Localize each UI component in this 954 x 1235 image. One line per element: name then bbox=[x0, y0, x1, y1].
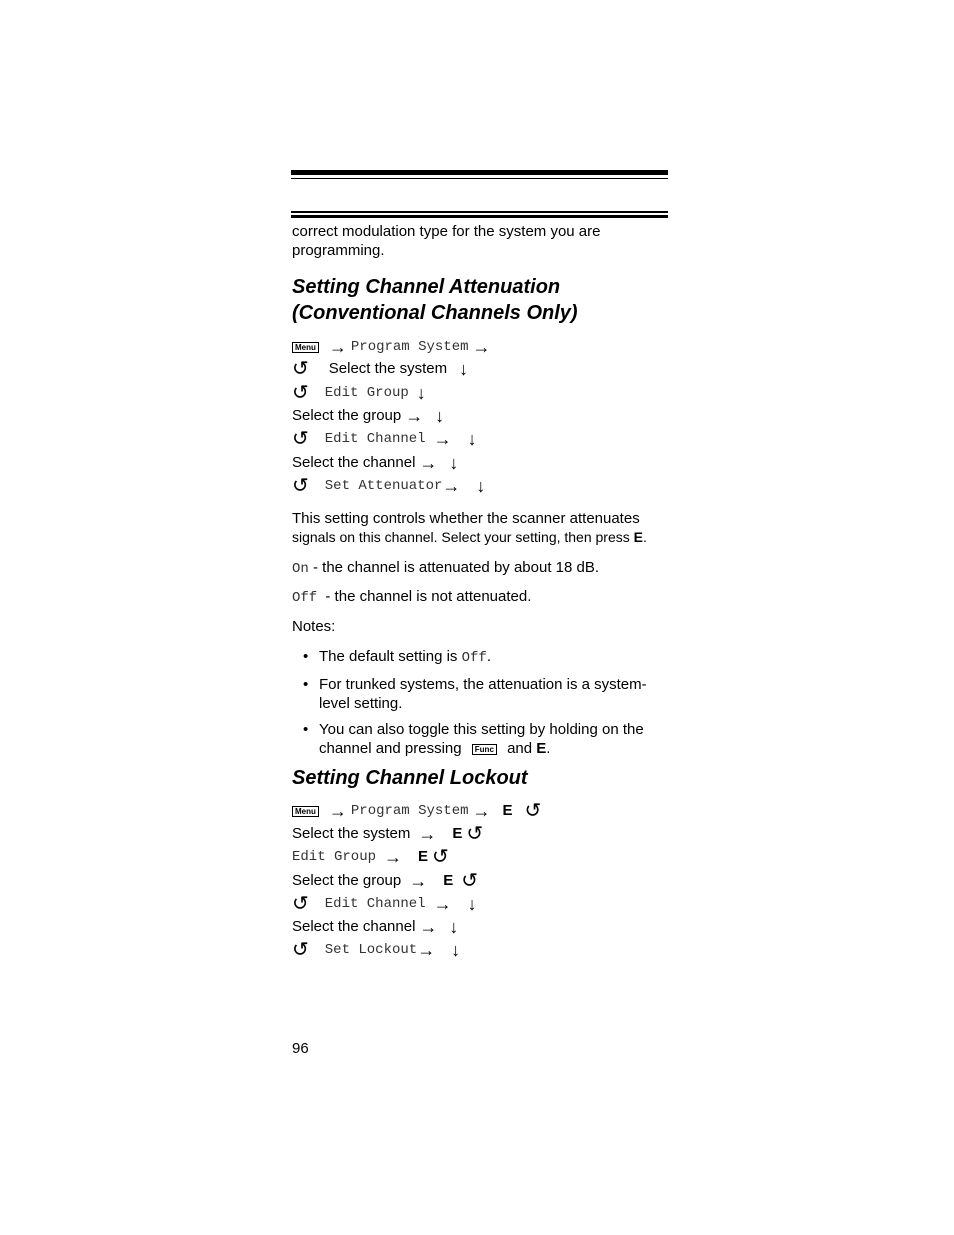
e-key: E bbox=[452, 825, 463, 842]
description-line2: signals on this channel. Select your setting, then press E. bbox=[292, 529, 647, 545]
note-item: • For trunked systems, the attenuation is a system-level setting. bbox=[303, 676, 647, 712]
step2-set-lockout bbox=[292, 939, 460, 961]
option-on-description: - the channel is attenuated by about 18 dB. bbox=[312, 559, 600, 576]
e-key: E bbox=[502, 802, 513, 819]
arrow-right-icon: → bbox=[419, 453, 438, 473]
note-item: • The default setting is Off. bbox=[303, 648, 491, 666]
step2-select-group bbox=[292, 870, 478, 892]
rotate-icon: ↺ bbox=[292, 939, 309, 961]
select-group-label: Select the group bbox=[292, 872, 402, 889]
page-number: 96 bbox=[292, 1040, 309, 1057]
menu-key-icon: Menu bbox=[292, 806, 319, 817]
option-on-row bbox=[292, 558, 599, 579]
note3-and: and bbox=[507, 740, 533, 757]
step-set-attenuator bbox=[292, 475, 485, 497]
arrow-down-icon: ↓ bbox=[416, 383, 426, 403]
arrow-right-icon: → bbox=[384, 847, 403, 867]
arrow-right-icon: → bbox=[328, 801, 347, 821]
arrow-down-icon: ↓ bbox=[449, 917, 459, 937]
func-key-icon: Func bbox=[472, 744, 497, 755]
step2-edit-group bbox=[292, 846, 449, 868]
step-edit-group bbox=[292, 382, 426, 404]
arrow-right-icon: → bbox=[418, 824, 437, 844]
step-select-system bbox=[292, 358, 468, 380]
notes-list-container bbox=[292, 647, 669, 765]
rotate-icon: ↺ bbox=[432, 846, 449, 868]
option-off-value: Off bbox=[292, 590, 318, 606]
arrow-right-icon: → bbox=[405, 406, 424, 426]
arrow-right-icon: → bbox=[442, 476, 461, 496]
e-key: E bbox=[418, 848, 429, 865]
step2-select-system bbox=[292, 823, 483, 845]
header-rule-thin bbox=[291, 178, 668, 179]
option-off-description: - the channel is not attenuated. bbox=[325, 588, 532, 605]
press-key: E bbox=[633, 529, 643, 545]
arrow-down-icon: ↓ bbox=[451, 940, 461, 960]
arrow-right-icon: → bbox=[472, 801, 491, 821]
section1-heading-line2: (Conventional Channels Only) bbox=[292, 302, 578, 324]
note-item: • You can also toggle this setting by holding on the channel and pressing Func and E. bbox=[303, 721, 644, 757]
rotate-icon: ↺ bbox=[292, 358, 309, 380]
step-select-channel bbox=[292, 452, 458, 474]
note1-value: Off bbox=[461, 650, 487, 666]
step-select-group bbox=[292, 405, 444, 427]
step-menu-program-system bbox=[292, 336, 491, 358]
description-line2-text: signals on this channel. Select your setting, then press bbox=[292, 529, 630, 545]
arrow-right-icon: → bbox=[417, 940, 436, 960]
rotate-icon: ↺ bbox=[292, 382, 309, 404]
arrow-down-icon: ↓ bbox=[449, 453, 459, 473]
edit-group-label: Edit Group bbox=[324, 385, 409, 401]
option-off-row bbox=[292, 587, 531, 608]
rotate-icon: ↺ bbox=[292, 893, 309, 915]
note1-text: The default setting is bbox=[319, 648, 458, 665]
arrow-down-icon: ↓ bbox=[476, 476, 486, 496]
section1-heading-line1: Setting Channel Attenuation bbox=[292, 276, 561, 298]
select-system-label: Select the system bbox=[292, 825, 411, 842]
select-channel-label: Select the channel bbox=[292, 918, 416, 935]
arrow-right-icon: → bbox=[409, 871, 428, 891]
rotate-icon: ↺ bbox=[524, 800, 542, 822]
edit-channel-label: Edit Channel bbox=[324, 896, 426, 912]
step2-edit-channel bbox=[292, 893, 477, 915]
edit-channel-label: Edit Channel bbox=[324, 431, 426, 447]
step-edit-channel bbox=[292, 428, 477, 450]
set-attenuator-label: Set Attenuator bbox=[324, 478, 443, 494]
edit-group-label: Edit Group bbox=[292, 849, 377, 865]
arrow-down-icon: ↓ bbox=[467, 429, 477, 449]
step2-menu-program-system bbox=[292, 800, 541, 822]
arrow-right-icon: → bbox=[433, 429, 452, 449]
note3-e-key: E bbox=[536, 740, 547, 757]
arrow-down-icon: ↓ bbox=[435, 406, 445, 426]
set-lockout-label: Set Lockout bbox=[324, 942, 418, 958]
rotate-icon: ↺ bbox=[461, 870, 479, 892]
header-rule-thick-2 bbox=[291, 215, 668, 218]
rotate-icon: ↺ bbox=[292, 428, 309, 450]
arrow-right-icon: → bbox=[472, 337, 491, 357]
notes-label: Notes: bbox=[292, 618, 336, 635]
arrow-right-icon: → bbox=[433, 894, 452, 914]
intro-text: correct modulation type for the system you are programming. bbox=[292, 223, 601, 259]
rotate-icon: ↺ bbox=[466, 823, 484, 845]
select-group-label: Select the group bbox=[292, 407, 402, 424]
select-channel-label: Select the channel bbox=[292, 454, 416, 471]
arrow-down-icon: ↓ bbox=[459, 359, 469, 379]
note3-text: You can also toggle this setting by holding on the channel and pressing bbox=[319, 721, 644, 757]
header-rule-thick bbox=[291, 170, 668, 175]
arrow-right-icon: → bbox=[328, 337, 347, 357]
description-line1: This setting controls whether the scanner attenuates bbox=[292, 510, 640, 527]
select-system-label: Select the system bbox=[328, 360, 448, 377]
note2-text: For trunked systems, the attenuation is a system-level setting. bbox=[319, 676, 647, 712]
step2-select-channel bbox=[292, 916, 458, 938]
arrow-right-icon: → bbox=[419, 917, 438, 937]
section2-heading: Setting Channel Lockout bbox=[292, 767, 528, 789]
program-system-label: Program System bbox=[350, 803, 469, 819]
menu-key-icon: Menu bbox=[292, 342, 319, 353]
program-system-label: Program System bbox=[350, 339, 469, 355]
notes-list bbox=[292, 647, 669, 758]
rotate-icon: ↺ bbox=[292, 475, 309, 497]
option-on-value: On bbox=[292, 561, 309, 577]
e-key: E bbox=[443, 872, 454, 889]
arrow-down-icon: ↓ bbox=[467, 894, 477, 914]
header-rule-thin-2 bbox=[291, 211, 668, 213]
